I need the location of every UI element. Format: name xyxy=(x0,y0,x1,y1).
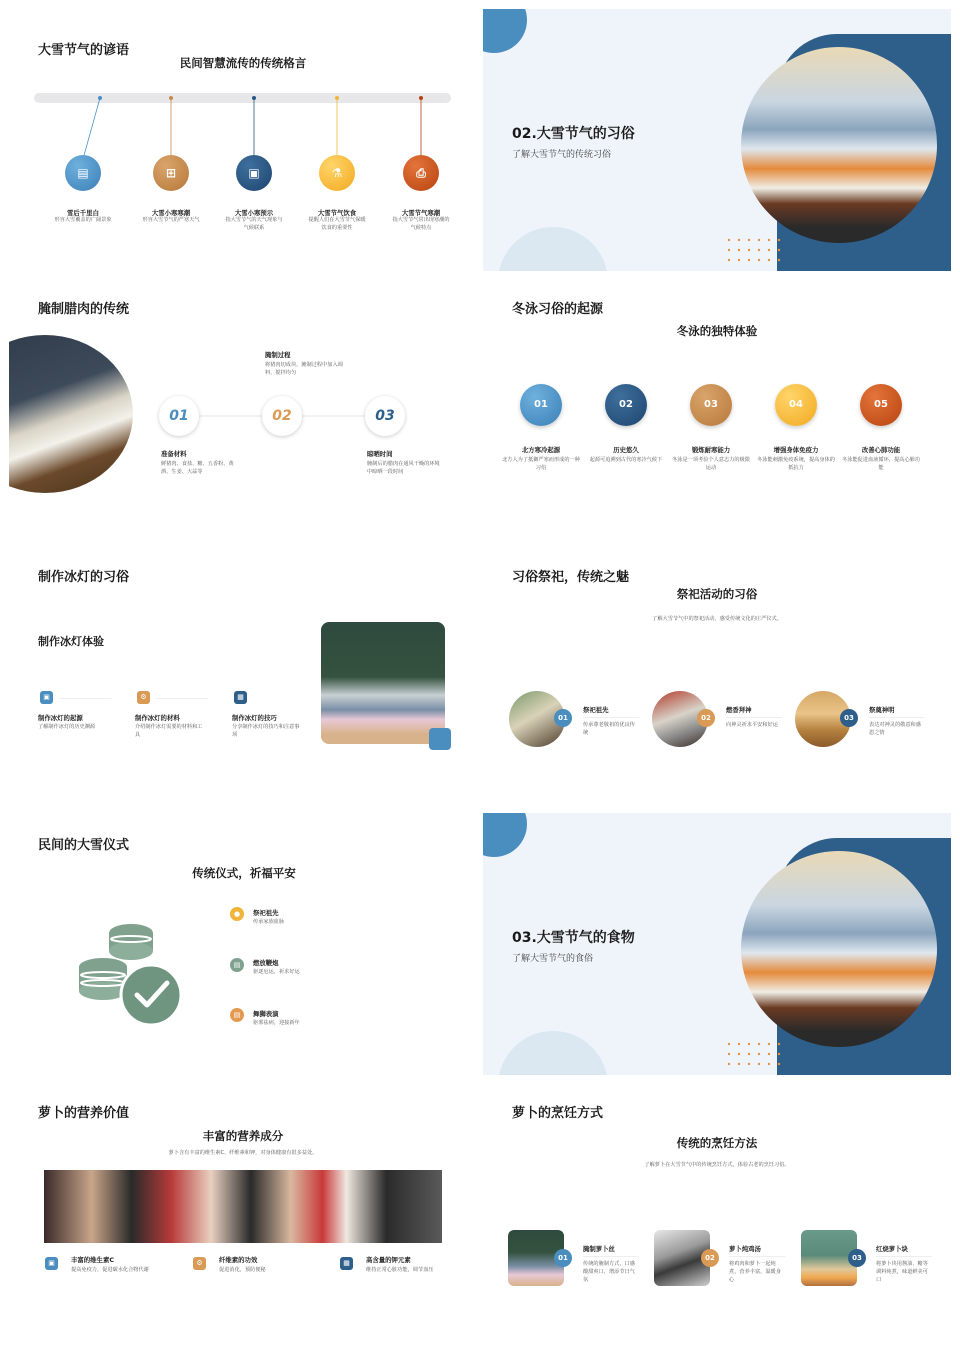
corner-circle xyxy=(483,9,527,53)
gear-icon: ⚙ xyxy=(193,1257,206,1270)
slide-cured-meat[interactable] xyxy=(9,277,477,539)
bullet-icon: ▤ xyxy=(230,958,244,972)
sacrifice-item: 祭祀祖先 传承尊老敬祖的优良传统 xyxy=(583,705,639,738)
slide-ice-lantern[interactable] xyxy=(9,545,477,807)
section-title: 03.大雪节气的食物 xyxy=(512,930,635,946)
swim-item: 锻炼耐寒能力 冬泳是一项考验个人意志力的极限运动 xyxy=(672,446,750,471)
section-subtitle: 了解大雪节气的传统习俗 xyxy=(512,150,612,160)
number-badge: 01 xyxy=(554,1249,572,1267)
printer-icon: ⎙ xyxy=(403,155,439,191)
nutrient-item: 丰富的维生素C 提高免疫力，促进碳水化合物代谢 xyxy=(71,1256,149,1273)
slide-title: 萝卜的烹饪方式 xyxy=(512,1106,604,1121)
lantern-item: 制作冰灯的起源 了解制作冰灯的历史渊源 xyxy=(38,714,96,730)
number-badge: 01 xyxy=(520,384,562,426)
slide-sacrifice[interactable] xyxy=(483,545,951,807)
lantern-item: 制作冰灯的材料 介绍制作冰灯需要的材料和工具 xyxy=(135,714,203,738)
intro-text: 了解大雪节气中的祭祀活动，感受传统文化的庄严仪式。 xyxy=(652,616,782,622)
slide-section-food[interactable] xyxy=(483,813,951,1075)
number-badge: 05 xyxy=(860,384,902,426)
image-icon: ▣ xyxy=(236,155,272,191)
flask-icon: ⚗ xyxy=(319,155,355,191)
ceremony-item: 燃放鞭炮 驱逐厄运，祈求好运 xyxy=(253,959,300,975)
number-badge: 01 xyxy=(554,709,572,727)
slide-section-customs[interactable] xyxy=(483,9,951,271)
step-right: 晾晒时间 腌制后的腊肉在通风干燥的环境中晾晒一段时间 xyxy=(367,450,440,475)
intro-text: 了解萝卜在大雪节气中的传统烹饪方式，体验古老的烹饪习俗。 xyxy=(644,1162,790,1168)
image-icon: ▣ xyxy=(40,691,53,704)
image-icon: ▣ xyxy=(45,1257,58,1270)
slide-subtitle: 传统的烹饪方法 xyxy=(676,1136,758,1150)
slide-subtitle: 传统仪式，祈福平安 xyxy=(192,866,296,880)
slide-subtitle: 祭祀活动的习俗 xyxy=(676,587,758,601)
number-badge: 03 xyxy=(840,709,858,727)
gear-icon: ⚙ xyxy=(137,691,150,704)
slide-subtitle: 丰富的营养成分 xyxy=(202,1129,284,1143)
slide-title: 萝卜的营养价值 xyxy=(38,1106,130,1121)
section-heading: 制作冰灯体验 xyxy=(38,635,104,648)
lantern-item: 制作冰灯的技巧 分享制作冰灯的技巧和注意事项 xyxy=(232,714,300,738)
document-icon: ▤ xyxy=(65,155,101,191)
dot-pattern xyxy=(726,237,788,265)
food-image xyxy=(741,47,937,243)
slide-subtitle: 冬泳的独特体验 xyxy=(676,324,758,338)
number-badge: 03 xyxy=(848,1249,866,1267)
proverb-item: 大雪节气寒潮 指大雪节气常出现寒潮的气候特点 xyxy=(392,209,450,231)
org-chart-icon: ⊞ xyxy=(153,155,189,191)
ceremony-item: 祭祀祖先 传承家族血脉 xyxy=(253,909,285,925)
number-badge: 04 xyxy=(775,384,817,426)
sacrifice-item: 燃香拜神 向神灵祈求平安和好运 xyxy=(726,705,782,730)
step-connectors xyxy=(9,277,477,539)
cooking-item: 萝卜炖鸡汤 将鸡肉和萝卜一起炖煮，营养丰富，温暖身心 xyxy=(729,1244,785,1284)
swim-item: 增强身体免疫力 冬泳能刺激免疫系统，提高身体的抵抗力 xyxy=(757,446,835,471)
bottom-circle xyxy=(498,227,608,271)
nutrient-item: 高含量的钾元素 维持正常心脏功能，调节血压 xyxy=(366,1256,434,1273)
bullet-icon: ▤ xyxy=(230,1008,244,1022)
swim-item: 历史悠久 起源可追溯到古代的寒冷气候下 xyxy=(589,446,663,463)
number-badge: 02 xyxy=(697,709,715,727)
slide-title: 大雪节气的谚语 xyxy=(38,43,130,58)
cooking-item: 腌制萝卜丝 传统的腌制方式，口感酸甜爽口，增添节日气氛 xyxy=(583,1244,639,1284)
number-badge: 03 xyxy=(690,384,732,426)
slide-title: 制作冰灯的习俗 xyxy=(38,570,130,585)
box-icon: ▦ xyxy=(234,691,247,704)
classroom-image xyxy=(321,622,445,744)
bottom-circle xyxy=(498,1031,608,1075)
step-left: 准备材料 鲜猪肉、食盐、糖、五香粉、黄酒、生姜、大蒜等 xyxy=(161,450,234,475)
number-badge: 02 xyxy=(701,1249,719,1267)
proverb-item: 雪后千里白 形容大雪覆盖的广阔景象 xyxy=(54,209,112,223)
bullet-icon: ● xyxy=(230,907,244,921)
slide-radish-nutrition[interactable] xyxy=(9,1081,477,1343)
number-badge: 02 xyxy=(605,384,647,426)
sacrifice-item: 祭奠神明 表达对神灵的敬意和感恩之情 xyxy=(869,705,925,738)
proverb-item: 大雪小寒预示 指大雪节气的天气现象与气候联系 xyxy=(225,209,283,231)
step-number: 02 xyxy=(262,396,302,436)
step-number: 03 xyxy=(365,396,405,436)
slide-proverbs[interactable] xyxy=(9,9,477,271)
slide-ceremony[interactable] xyxy=(9,813,477,1075)
swim-item: 北方寒冷起源 北方人为了抵御严寒而形成的一种习俗 xyxy=(502,446,580,471)
step-number: 01 xyxy=(159,396,199,436)
slide-subtitle: 民间智慧流传的传统格言 xyxy=(179,56,307,70)
section-subtitle: 了解大雪节气的食俗 xyxy=(512,954,594,964)
dot-pattern xyxy=(726,1041,788,1069)
section-title: 02.大雪节气的习俗 xyxy=(512,126,635,142)
slide-radish-cooking[interactable] xyxy=(483,1081,951,1343)
ceremony-item: 舞狮表演 驱邪祛病，迎接新年 xyxy=(253,1010,300,1026)
accent-square xyxy=(429,728,451,750)
box-icon: ▦ xyxy=(340,1257,353,1270)
coins-check-icon xyxy=(73,917,185,1029)
divider xyxy=(156,698,208,699)
swim-item: 改善心肺功能 冬泳能促进血液循环，提高心肺功能 xyxy=(842,446,920,471)
food-image xyxy=(741,851,937,1047)
proverb-item: 大雪小寒寒潮 形容大雪节气的严寒天气 xyxy=(142,209,200,223)
slide-title: 腌制腊肉的传统 xyxy=(38,302,130,317)
slide-title: 冬泳习俗的起源 xyxy=(512,302,604,317)
corner-circle xyxy=(483,813,527,857)
slide-title: 民间的大雪仪式 xyxy=(38,838,130,853)
step-top: 腌制过程 将猪肉切成块，腌制过程中加入调料，搅拌均匀 xyxy=(265,351,343,376)
slide-title: 习俗祭祀，传统之魅 xyxy=(512,570,630,585)
slide-winter-swimming[interactable] xyxy=(483,277,951,539)
intro-text: 萝卜含有丰富的维生素C、纤维素和钾，对身体健康有很多益处。 xyxy=(168,1150,318,1156)
cooking-item: 红烧萝卜块 将萝卜块用酱油、糖等调料炖煮，味道鲜美可口 xyxy=(876,1244,932,1284)
proverb-item: 大雪节气饮食 提醒人们在大雪节气保暖饮食的重要性 xyxy=(308,209,366,231)
graduation-photo xyxy=(44,1170,442,1243)
nutrient-item: 纤维素的功效 促进消化，预防便秘 xyxy=(219,1256,266,1273)
divider xyxy=(59,698,111,699)
